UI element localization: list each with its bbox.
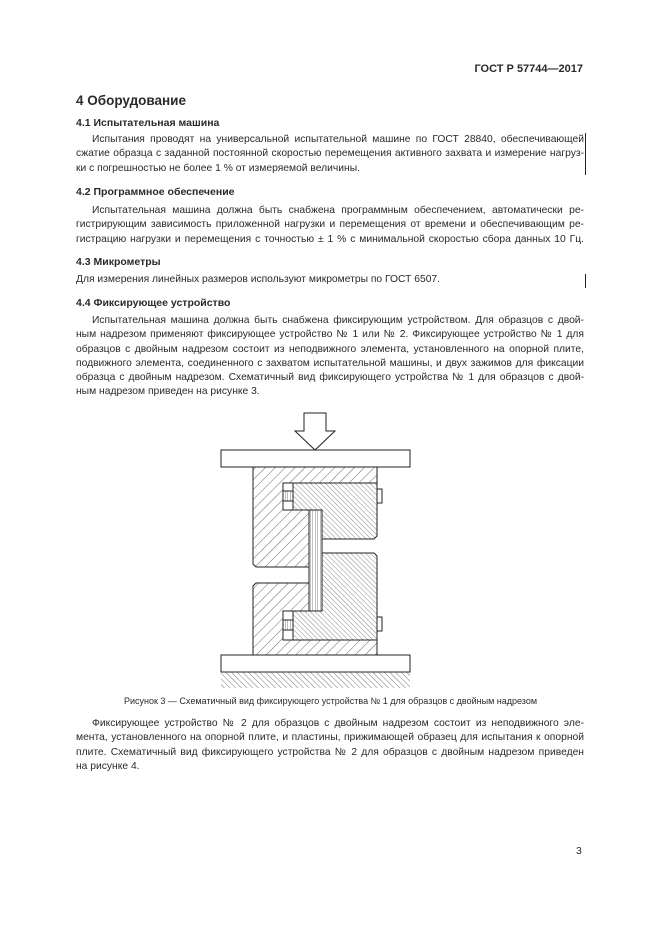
section-title: 4 Оборудование <box>76 93 186 108</box>
figure-caption: Рисунок 3 — Схематичный вид фиксирующего устройства № 1 для образцов с двойным надрезом <box>123 696 538 706</box>
subsection-title-4-3: 4.3 Микрометры <box>76 256 161 268</box>
bolt-head <box>377 489 382 503</box>
ground-hatch <box>221 672 410 688</box>
subsection-title-4-4: 4.4 Фиксирующее устройство <box>76 297 231 309</box>
text-line: Для измерения линейных размеров используют микрометры по ГОСТ 6507. <box>76 274 441 285</box>
text-line: Испытания проводят на универсальной испытательной машине по ГОСТ 28840, обеспечивающей <box>92 134 584 145</box>
specimen <box>309 510 322 611</box>
document-id: ГОСТ Р 57744—2017 <box>474 63 583 75</box>
text-line: мента, установленного на опорной плите, и пластины, прижимающей образец для испытания к опорной <box>76 732 584 744</box>
text-line: подвижного элемента, соединенного с захватом испытательной машины, и двух зажимов для фиксации <box>76 357 584 369</box>
top-plate <box>221 450 410 467</box>
text-line: ки с погрешностью не более 1 % от измеряемой величины. <box>76 162 360 174</box>
text-line: образца с двойным надрезом. Схематичный вид фиксирующего устройства № 1 для образцов с двой- <box>76 372 584 384</box>
text-line: сжатие образца с заданной постоянной скоростью перемещения активного захвата и измерение нагруз- <box>76 148 584 160</box>
subsection-title-4-2: 4.2 Программное обеспечение <box>76 186 235 198</box>
subsection-title-4-1: 4.1 Испытательная машина <box>76 117 220 129</box>
bottom-plate <box>221 655 410 672</box>
text-line: плите. Схематичный вид фиксирующего устройства № 2 для образцов с двойным надрезом приведен <box>76 746 584 758</box>
bolt-head <box>377 617 382 631</box>
text-line: Испытательная машина должна быть снабжена программным обеспечением, автоматически ре- <box>92 205 584 216</box>
paragraph-device-2 <box>76 717 584 774</box>
text-line: гистрирующим зависимость приложенной нагрузки и перемещения от времени и обеспечивающим ре- <box>76 219 584 231</box>
text-line: ным надрезом применяют фиксирующее устройство № 1 или № 2. Фиксирующее устройство № 1 для <box>76 329 584 341</box>
page-number: 3 <box>576 845 582 857</box>
text-line: Фиксирующее устройство № 2 для образцов с двойным надрезом состоит из неподвижного эле- <box>92 718 584 729</box>
text-line: гистрацию нагрузки и перемещения с точностью ± 1 % с минимальной скоростью сбора данных 10 Гц. <box>76 233 584 245</box>
text-line: ным надрезом приведен на рисунке 3. <box>76 386 260 398</box>
text-line: Испытательная машина должна быть снабжена фиксирующим устройством. Для образцов с двой- <box>92 315 584 326</box>
text-line: образцов с двойным надрезом состоит из неподвижного элемента, установленного на опорной плите, <box>76 343 584 355</box>
load-arrow-icon <box>295 413 335 450</box>
text-line: на рисунке 4. <box>76 760 140 772</box>
